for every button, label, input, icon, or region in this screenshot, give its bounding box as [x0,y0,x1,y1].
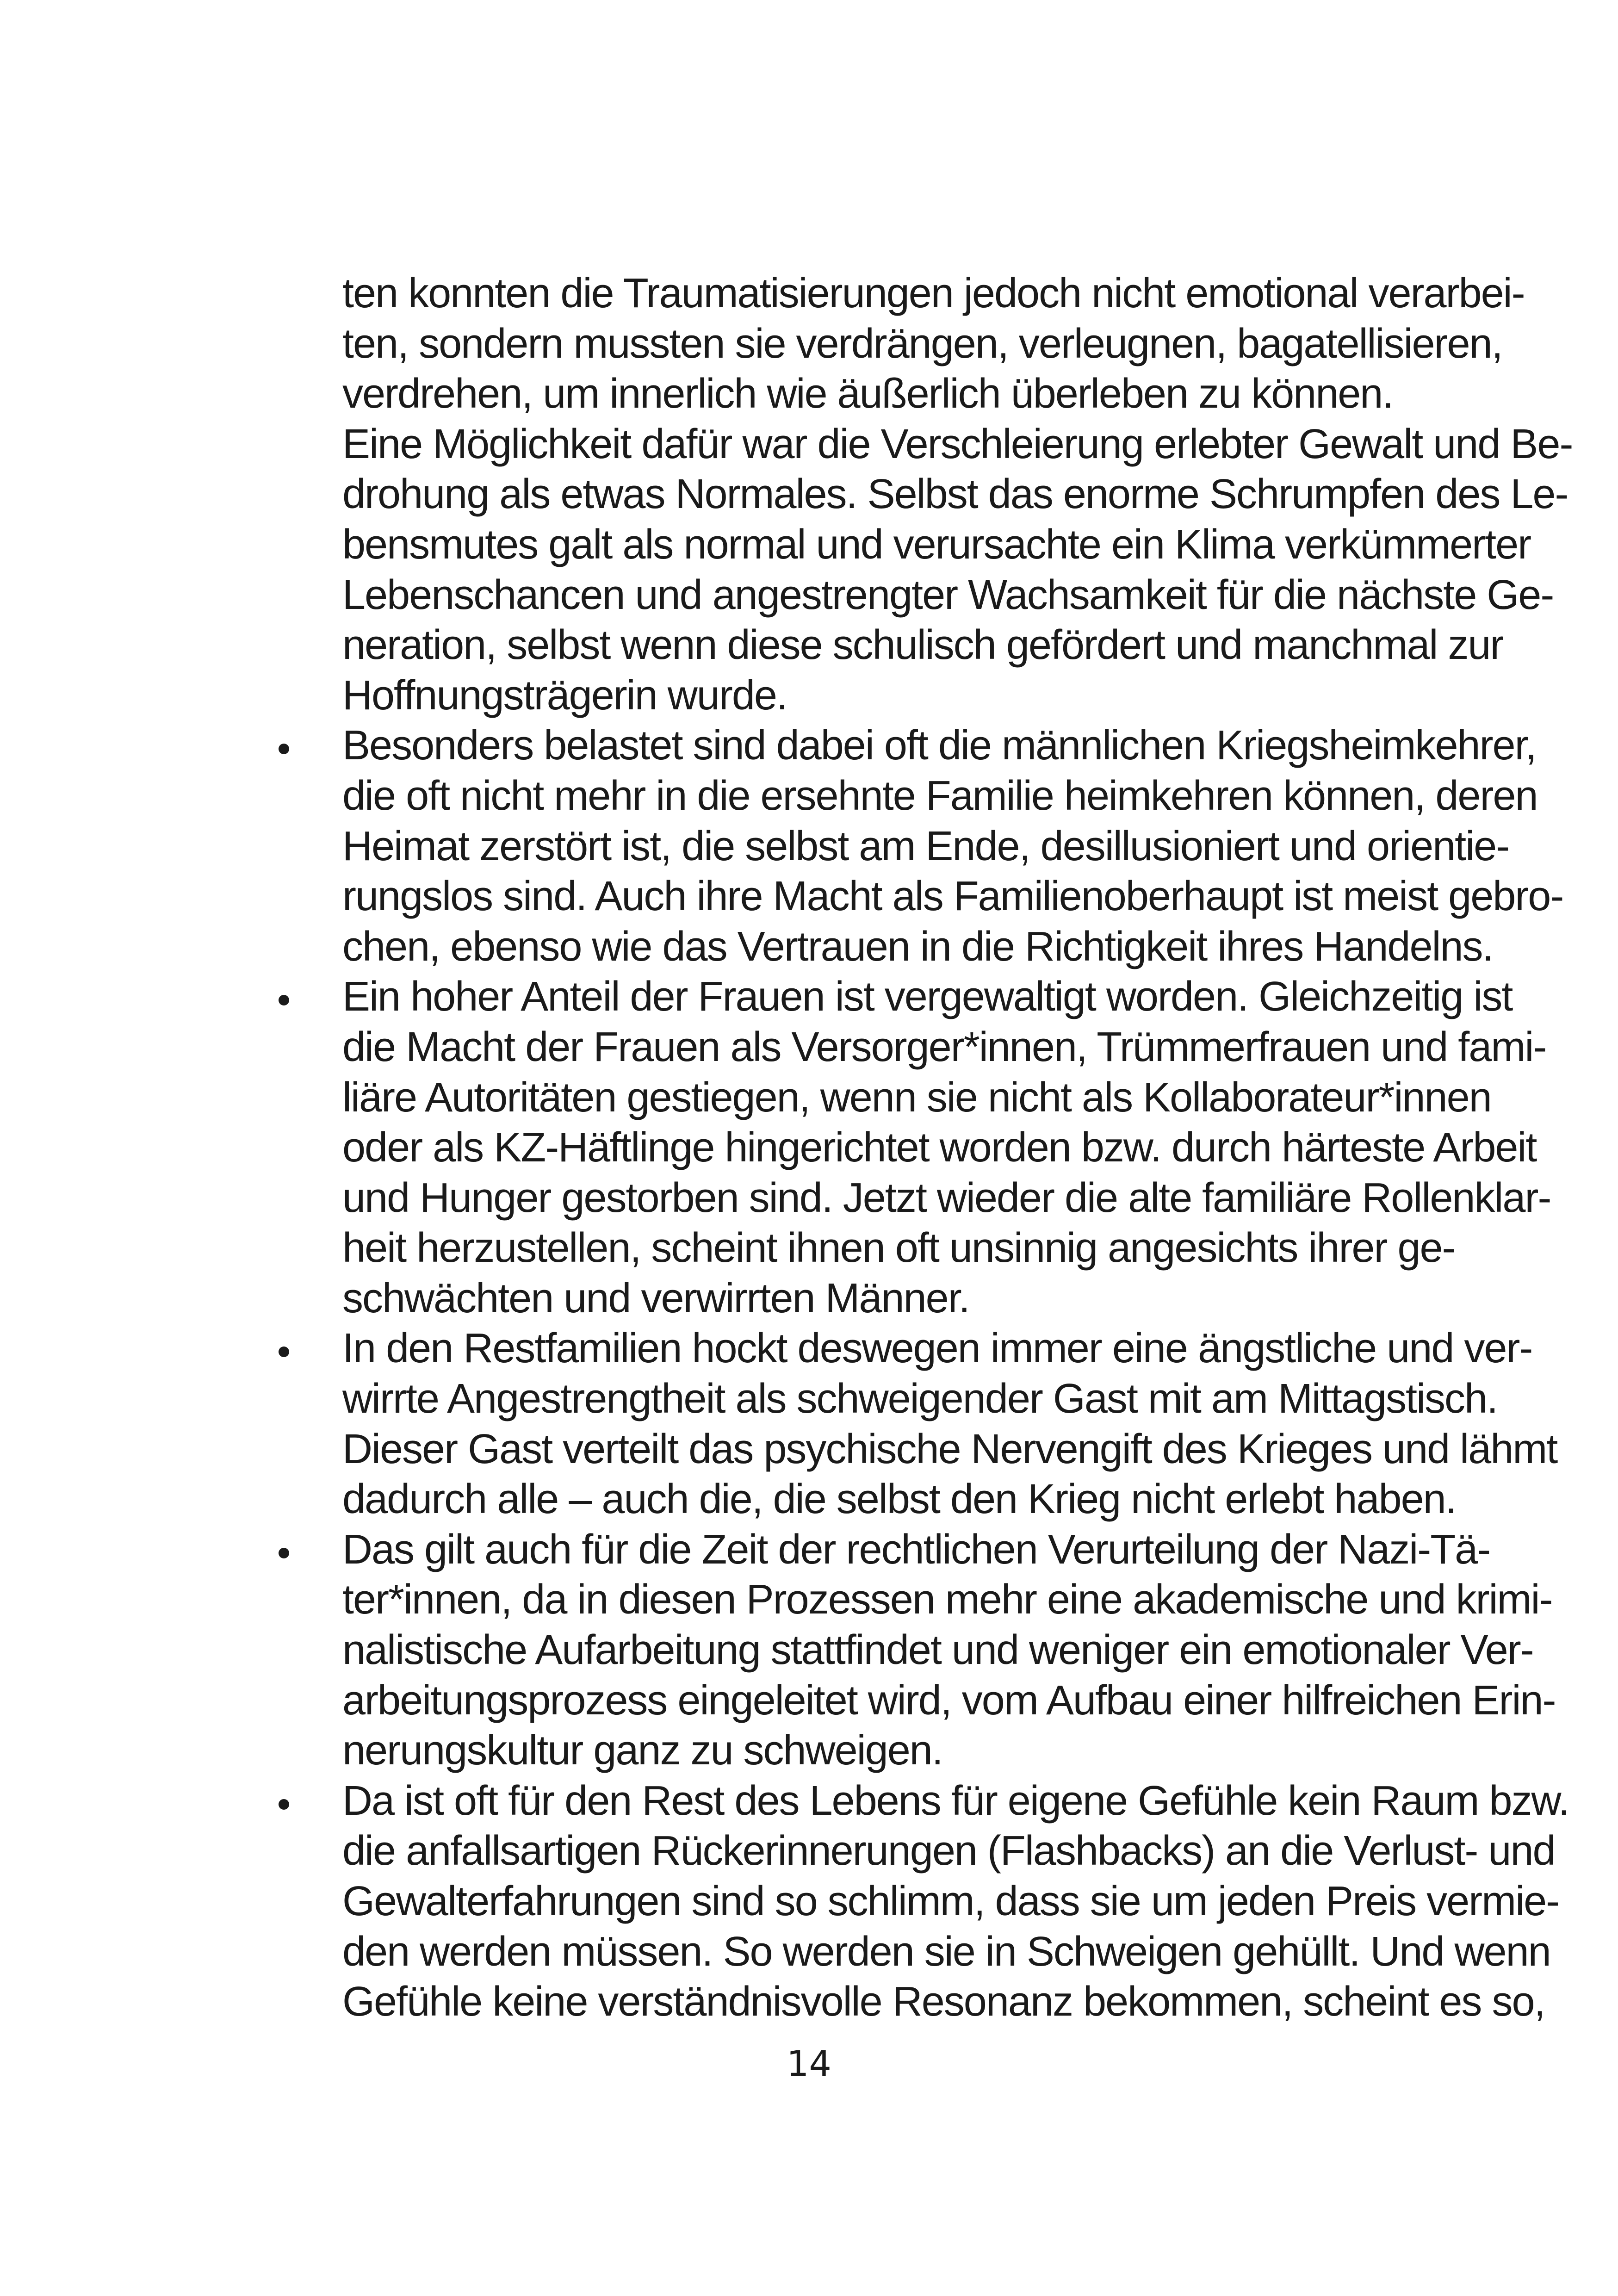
text-line: verdrehen, um innerlich wie äußerlich überleben zu können. [342,371,1393,417]
text-line: die anfallsartigen Rückerinnerungen (Flashbacks) an die Verlust- und [342,1828,1555,1874]
text-line: rungslos sind. Auch ihre Macht als Familienoberhaupt ist meist gebro- [342,873,1563,920]
text-line: Lebenschancen und angestrengter Wachsamkeit für die nächste Ge- [342,571,1554,618]
text-line: Gefühle keine verständnisvolle Resonanz bekommen, scheint es so, [342,1979,1545,2025]
bullet-icon [279,1548,289,1558]
bullet-list [342,720,1569,2027]
text-line: ten konnten die Traumatisierungen jedoch nicht emotional verarbei- [342,270,1525,316]
bullet-item-frauen [342,972,1551,1323]
paragraph-2 [342,419,1573,721]
text-line: wirrte Angestrengtheit als schweigender Gast mit am Mittagstisch. [342,1376,1498,1422]
text-line: dadurch alle – auch die, die selbst den Krieg nicht erlebt haben. [342,1476,1456,1523]
text-line: die oft nicht mehr in die ersehnte Familie heimkehren können, deren [342,772,1537,819]
text-line: liäre Autoritäten gestiegen, wenn sie nicht als Kollaborateur*innen [342,1074,1491,1121]
text-line: bensmutes galt als normal und verursachte ein Klima verkümmerter [342,521,1531,568]
text-line: neration, selbst wenn diese schulisch gefördert und manchmal zur [342,622,1503,669]
text-line: Das gilt auch für die Zeit der rechtlichen Verurteilung der Nazi-Tä- [342,1526,1490,1573]
body-text [342,268,1573,2027]
bullet-icon [279,995,289,1005]
text-line: drohung als etwas Normales. Selbst das enorme Schrumpfen des Le- [342,471,1568,518]
page-number: 14 [787,2043,831,2084]
bullet-icon [279,1347,289,1357]
text-line: nalistische Aufarbeitung stattfindet und weniger ein emotionaler Ver- [342,1627,1533,1674]
text-line: Besonders belastet sind dabei oft die männlichen Kriegsheimkehrer, [342,722,1536,769]
bullet-item-heimkehrer [342,720,1563,972]
text-line: Dieser Gast verteilt das psychische Nervengift des Krieges und lähmt [342,1426,1557,1472]
text-line: ter*innen, da in diesen Prozessen mehr eine akademische und krimi- [342,1576,1552,1623]
text-line: Gewalterfahrungen sind so schlimm, dass sie um jeden Preis vermie- [342,1878,1559,1924]
text-line: schwächten und verwirrten Männer. [342,1275,969,1322]
bullet-item-verurteilung [342,1525,1556,1776]
bullet-item-restfamilien [342,1323,1557,1524]
text-line: den werden müssen. So werden sie in Schweigen gehüllt. Und wenn [342,1928,1550,1975]
text-line: Hoffnungsträgerin wurde. [342,672,787,719]
text-line: chen, ebenso wie das Vertrauen in die Richtigkeit ihres Handelns. [342,923,1493,970]
text-line: In den Restfamilien hockt deswegen immer eine ängstliche und ver- [342,1325,1532,1372]
text-line: Heimat zerstört ist, die selbst am Ende, desillusioniert und orientie- [342,823,1509,869]
text-line: nerungskultur ganz zu schweigen. [342,1727,942,1774]
text-line: arbeitungsprozess eingeleitet wird, vom Aufbau einer hilfreichen Erin- [342,1677,1556,1724]
text-line: Eine Möglichkeit dafür war die Verschleierung erlebter Gewalt und Be- [342,421,1573,467]
text-line: Ein hoher Anteil der Frauen ist vergewaltigt worden. Gleichzeitig ist [342,974,1513,1020]
text-line: die Macht der Frauen als Versorger*innen, Trümmerfrauen und fami- [342,1024,1546,1070]
text-line: und Hunger gestorben sind. Jetzt wieder die alte familiäre Rollenklar- [342,1174,1551,1221]
text-line: ten, sondern mussten sie verdrängen, verleugnen, bagatellisieren, [342,320,1502,367]
bullet-icon [279,744,289,754]
bullet-icon [279,1799,289,1810]
text-line: heit herzustellen, scheint ihnen oft unsinnig angesichts ihrer ge- [342,1225,1455,1272]
intro-paragraph [342,268,1525,419]
text-line: oder als KZ-Häftlinge hingerichtet worden bzw. durch härteste Arbeit [342,1124,1537,1171]
bullet-item-gefuehle [342,1776,1569,2027]
text-line: Da ist oft für den Rest des Lebens für eigene Gefühle kein Raum bzw. [342,1777,1569,1824]
